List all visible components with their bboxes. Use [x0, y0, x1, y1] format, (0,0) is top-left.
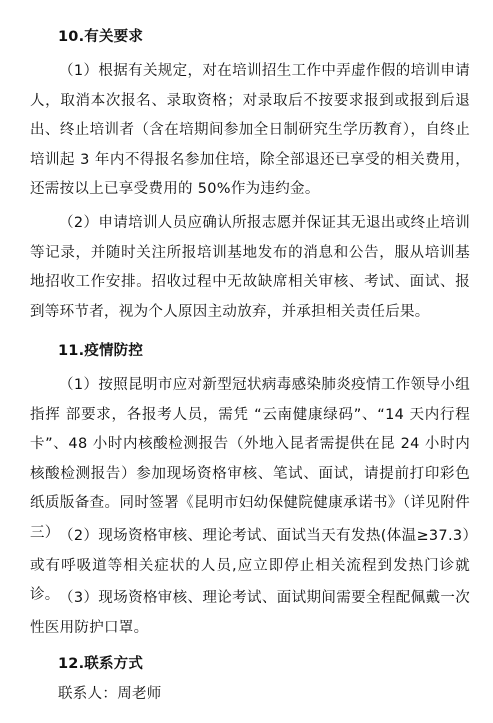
- contact-person: 联系人：周老师: [58, 686, 162, 702]
- section-11-paragraph-2: （2）现场资格审核、理论考试、面试当天有发热(体温≥37.3）或有呼吸道等相关症状的人员,应立即停止相关流程到发热门诊就诊。: [30, 528, 470, 603]
- section-10-paragraph-1: （1）根据有关规定，对在培训招生工作中弄虚作假的培训申请人，取消本次报名、录取资格；对录取后不按要求报到或报到后退出、终止培训者（含在培期间参加全日制研究生学历教育），自终止培训起 3 年内不得报名参加住培，除全部退还已享受的相关费用，还需按以上已享受费用的 50%作为违约金。: [30, 63, 470, 197]
- section-11-paragraph-1: （1）按照昆明市应对新型冠状病毒感染肺炎疫情工作领导小组指挥 部要求，各报考人员，需凭 “云南健康绿码”、“14 天内行程卡”、48 小时内核酸检测报告（外地入昆者需提供在昆 24 小时内核酸检测报告）参加现场资格审核、笔试、面试，请提前打印彩色纸质版备查。同时签署《昆明市妇幼保健院健康承诺书》（详见附件三）: [30, 377, 470, 541]
- section-11-paragraph-3: （3）现场资格审核、理论考试、面试期间需要全程配佩戴一次性医用防护口罩。: [30, 590, 470, 636]
- section-10-paragraph-2: （2）申请培训人员应确认所报志愿并保证其无退出或终止培训等记录，并随时关注所报培训基地发布的消息和公告，服从培训基地招收工作安排。招收过程中无故缺席相关审核、考试、面试、报到等环节者，视为个人原因主动放弃，并承担相关责任后果。: [30, 215, 470, 320]
- section-10-heading: 10.有关要求: [58, 29, 144, 45]
- section-11-heading: 11.疫情防控: [58, 343, 144, 359]
- section-12-heading: 12.联系方式: [58, 656, 144, 672]
